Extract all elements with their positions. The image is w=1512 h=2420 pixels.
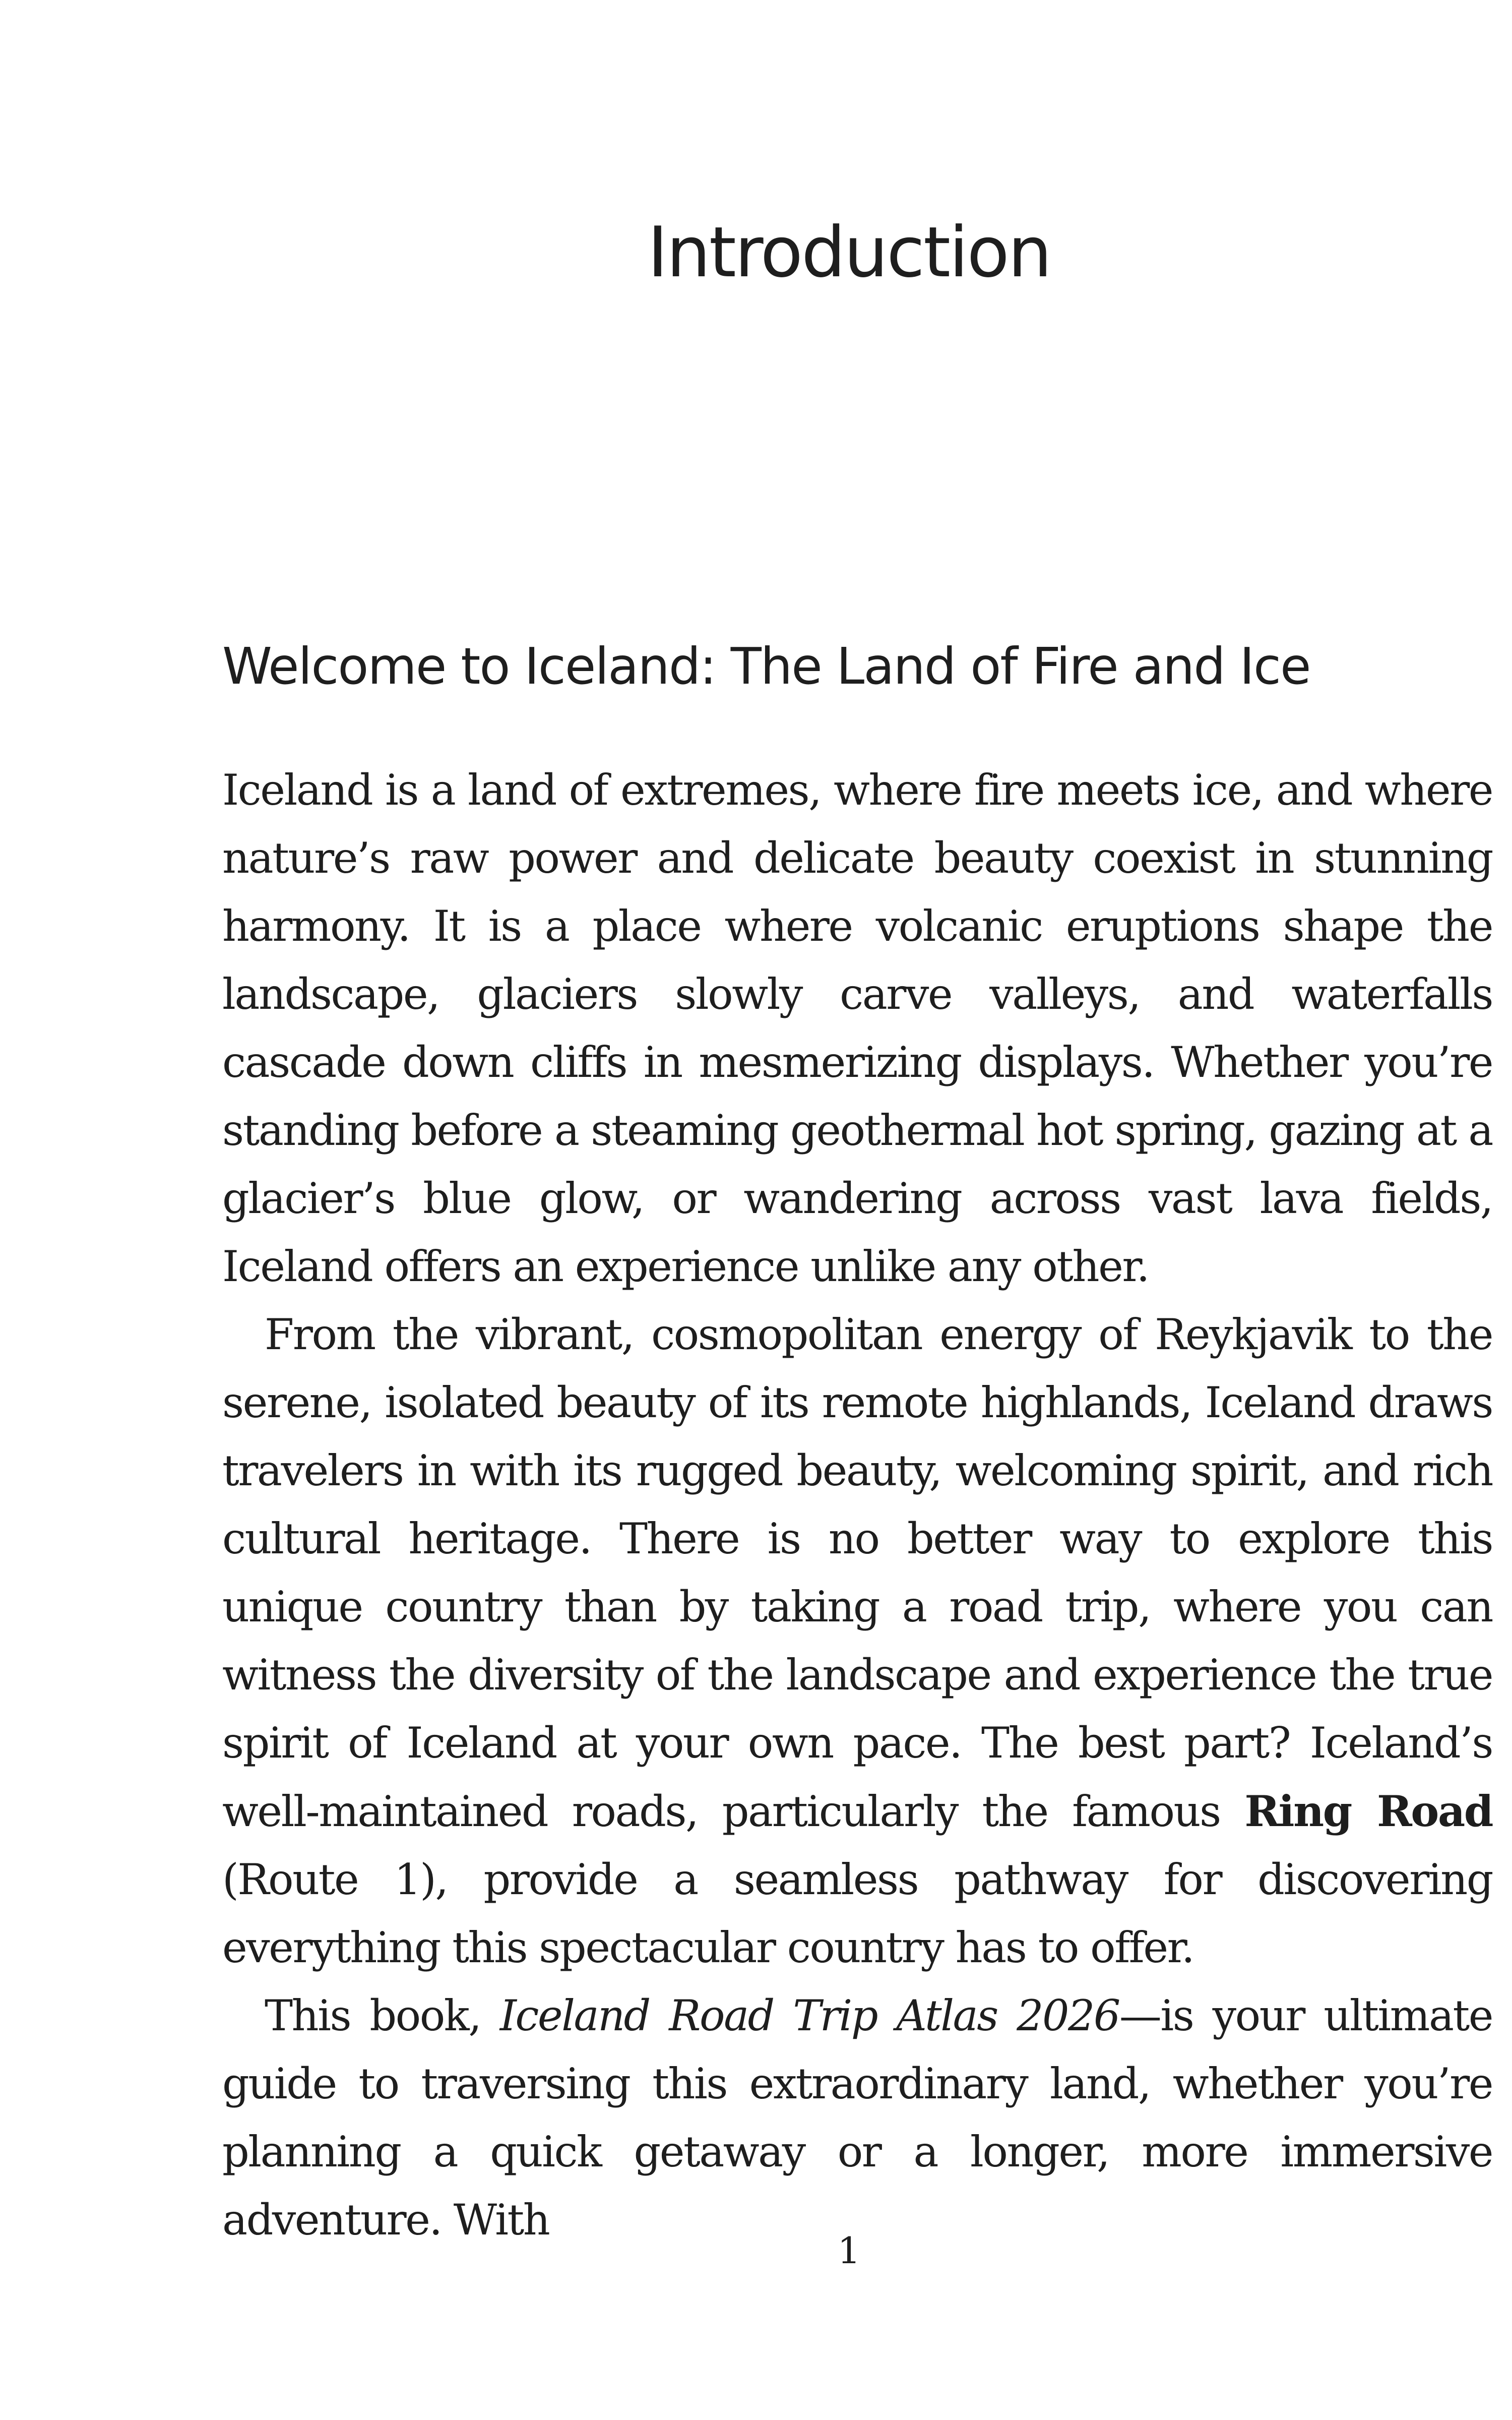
body-text bbox=[222, 756, 1492, 2254]
paragraph-1: Iceland is a land of extremes, where fire meets ice, and where nature’s raw power and delicate beauty coexist in stunning harmony. It is a place where volcanic eruptions shape the landscape, glaciers slowly carve valleys, and waterfalls cascade down cliffs in mesmerizing displays. Whether you’re standing before a steaming geothermal hot spring, gazing at a glacier’s blue glow, or wandering across vast lava fields, Iceland offers an experience unlike any other. bbox=[222, 765, 1492, 1291]
paragraph-3-text-start: This book, bbox=[265, 1991, 500, 2040]
book-title-emphasis: Iceland Road Trip Atlas 2026 bbox=[499, 1991, 1119, 2040]
paragraph-2-text-start: From the vibrant, cosmopolitan energy of Reykjavik to the serene, isolated beauty of its remote highlands, Iceland draws travelers in with its rugged beauty, welcoming spirit, and rich cultural heritage. There is no better way to explore this unique country than by taking a road trip, where you can witness the diversity of the landscape and experience the true spirit of Iceland at your own pace. The best part? Iceland’s well-maintained roads, particularly the famous bbox=[222, 1310, 1492, 1836]
paragraph-2 bbox=[222, 1301, 1492, 1982]
section-heading: Welcome to Iceland: The Land of Fire and Ice bbox=[222, 637, 1310, 696]
chapter-title: Introduction bbox=[647, 212, 1051, 293]
page-number: 1 bbox=[837, 2229, 861, 2272]
paragraph-3 bbox=[222, 1982, 1492, 2254]
paragraph-3-text-end: —is your ultimate guide to traversing this extraordinary land, whether you’re planning a quick getaway or a longer, more immersive adventure. With bbox=[222, 1991, 1492, 2245]
ring-road-emphasis: Ring Road bbox=[1244, 1786, 1492, 1836]
paragraph-2-text-end: (Route 1), provide a seamless pathway for discovering everything this spectacular country has to offer. bbox=[222, 1855, 1492, 1972]
